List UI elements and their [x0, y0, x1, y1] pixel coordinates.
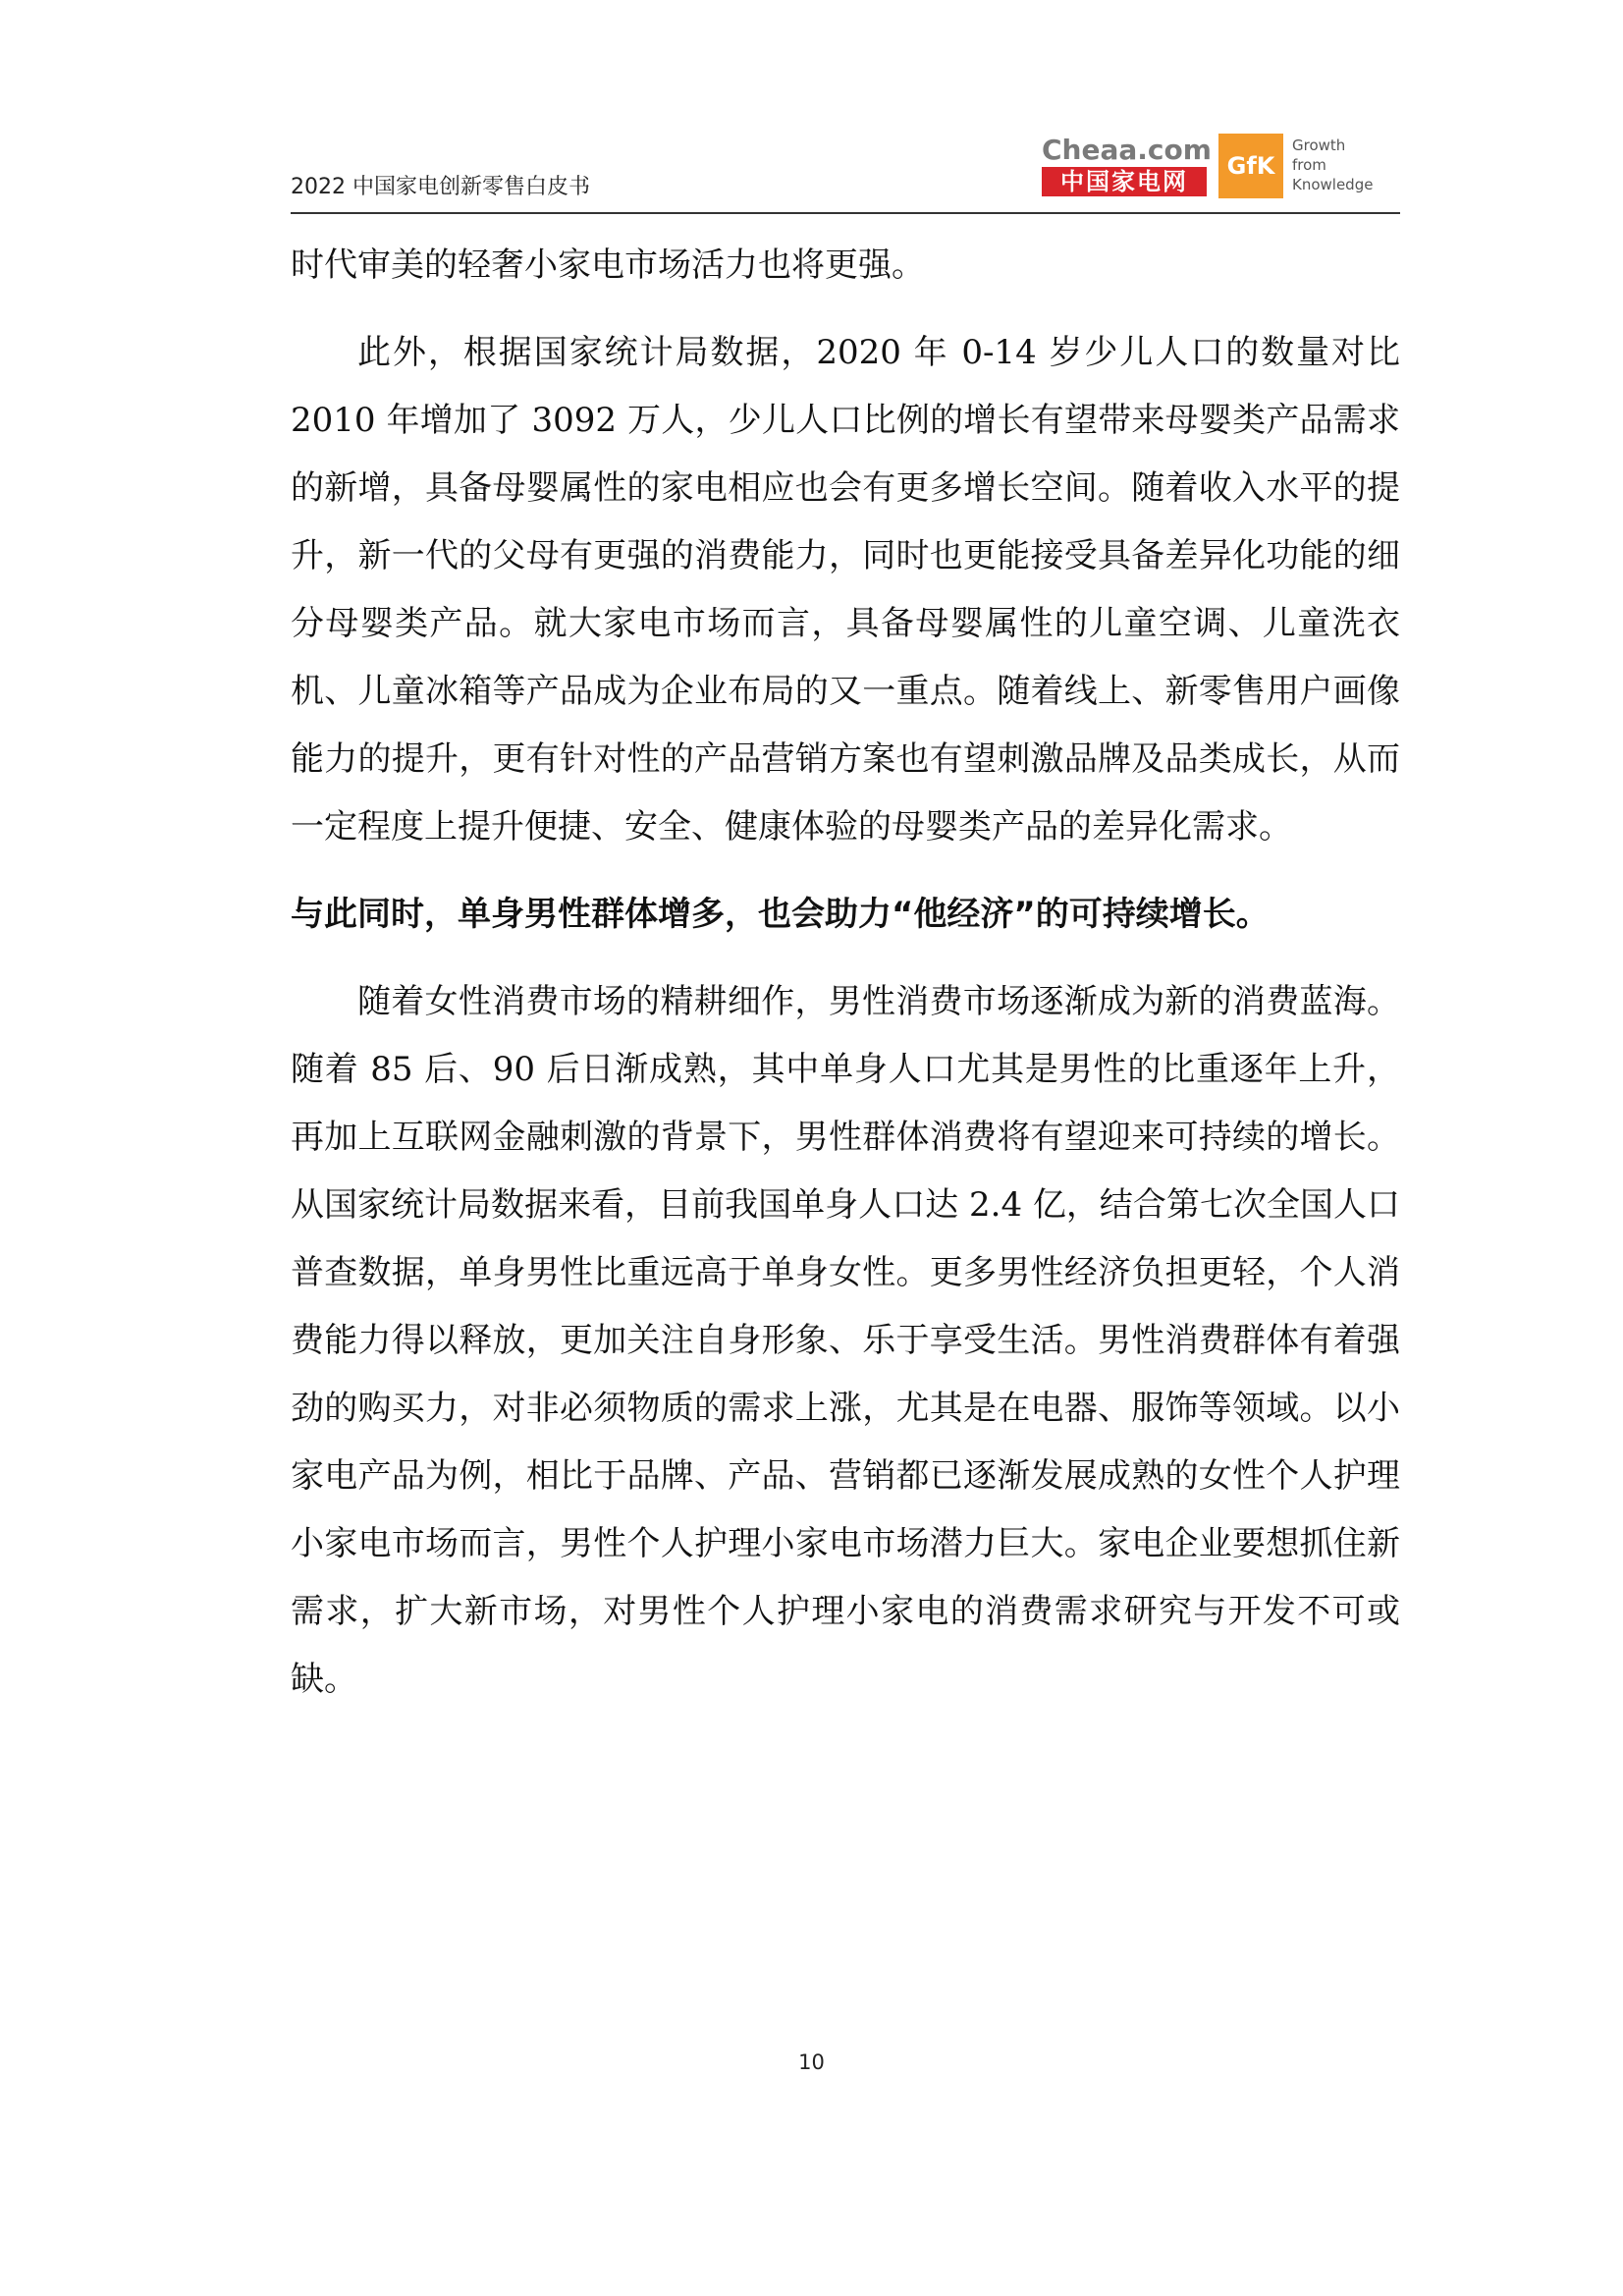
gfk-tagline-line: Knowledge — [1292, 176, 1374, 193]
section-heading: 与此同时，单身男性群体增多，也会助力“他经济”的可持续增长。 — [291, 895, 1270, 934]
paragraph-child-population: 此外，根据国家统计局数据，2020 年 0-14 岁少儿人口的数量对比 2010 年增加了 3092 万人，少儿人口比例的增长有望带来母婴类产品需求的新增，具备母婴属性的家电相应也会有更多增长空间。随着收入水平的提升，新一代的父母有更强的消费能力，同时也更能接受具备差异化功能的细分母婴类产品。就大家电市场而言，具备母婴属性的儿童空调、儿童洗衣机、儿童冰箱等产品成为企业布局的又一重点。随着线上、新零售用户画像能力的提升，更有针对性的产品营销方案也有望刺激品牌及品类成长，从而一定程度上提升便捷、安全、健康体验的母婴类产品的差异化需求。 — [291, 333, 1400, 847]
paragraph-continuation: 时代审美的轻奢小家电市场活力也将更强。 — [291, 246, 925, 285]
gfk-tagline-line: Growth — [1292, 137, 1346, 154]
page-number: 10 — [798, 2050, 825, 2074]
cheaa-logo-latin: Cheaa.com — [1042, 134, 1212, 166]
body-text — [291, 232, 1400, 1714]
gfk-tagline — [1292, 136, 1373, 194]
cheaa-logo — [1042, 134, 1212, 198]
document-title: 2022 中国家电创新零售白皮书 — [291, 175, 590, 199]
cheaa-logo-chinese: 中国家电网 — [1042, 167, 1207, 196]
header-divider — [291, 212, 1400, 214]
gfk-logo: GfK — [1218, 134, 1283, 198]
page-header — [291, 128, 1400, 214]
gfk-tagline-line: from — [1292, 156, 1326, 174]
paragraph-male-consumers: 随着女性消费市场的精耕细作，男性消费市场逐渐成为新的消费蓝海。随着 85 后、90 后日渐成熟，其中单身人口尤其是男性的比重逐年上升，再加上互联网金融刺激的背景下，男性群体消费将有望迎来可持续的增长。从国家统计局数据来看，目前我国单身人口达 2.4 亿，结合第七次全国人口普查数据，单身男性比重远高于单身女性。更多男性经济负担更轻，个人消费能力得以释放，更加关注自身形象、乐于享受生活。男性消费群体有着强劲的购买力，对非必须物质的需求上涨，尤其是在电器、服饰等领域。以小家电产品为例，相比于品牌、产品、营销都已逐渐发展成熟的女性个人护理小家电市场而言，男性个人护理小家电市场潜力巨大。家电企业要想抓住新需求，扩大新市场，对男性个人护理小家电的消费需求研究与开发不可或缺。 — [291, 982, 1400, 1699]
